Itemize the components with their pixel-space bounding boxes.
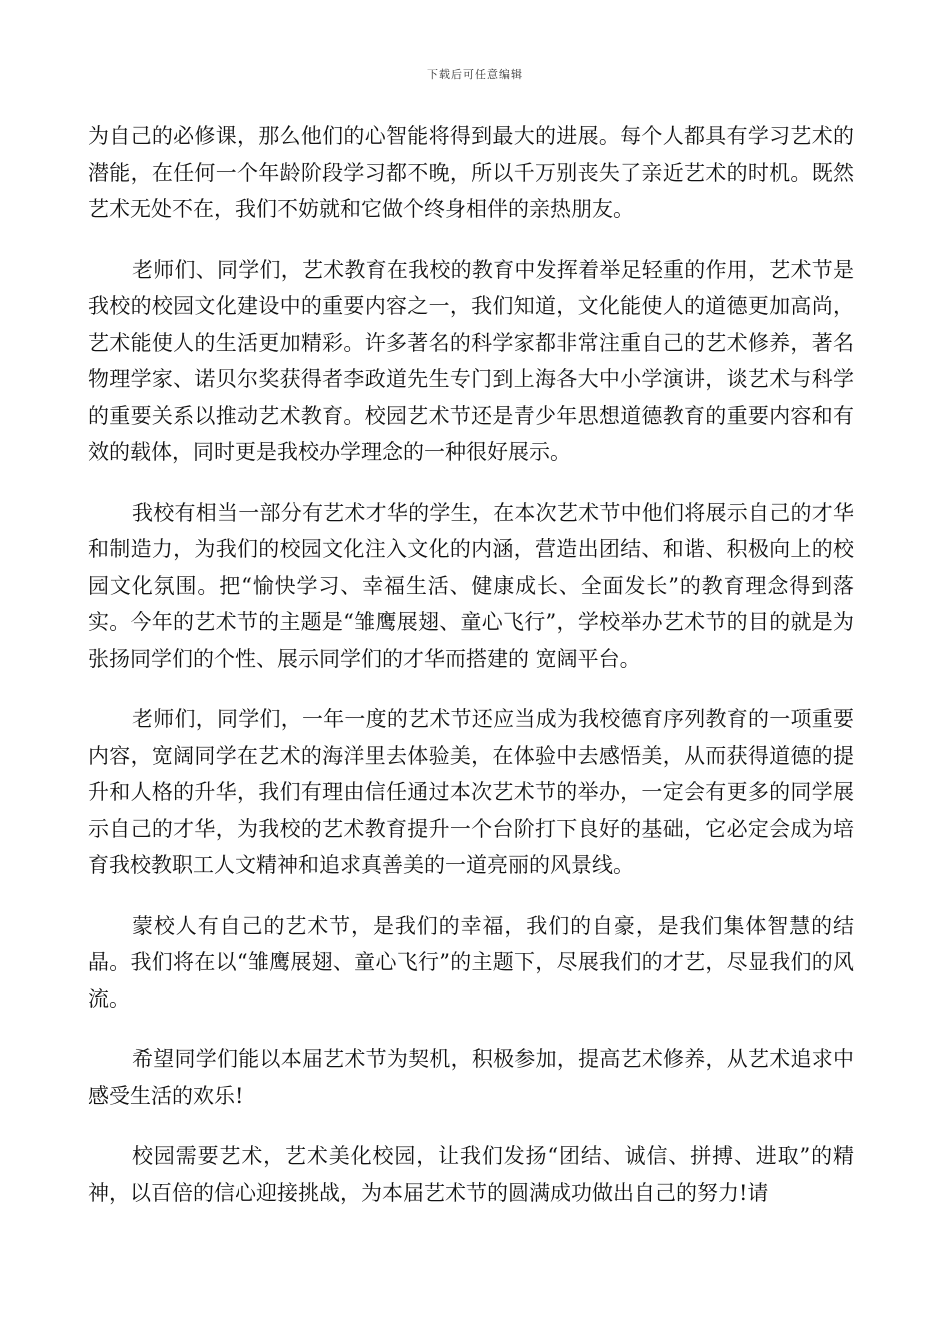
paragraph-4: 老师们，同学们，一年一度的艺术节还应当成为我校德育序列教育的一项重要内容，宽阔同学在艺术的海洋里去体验美，在体验中去感悟美，从而获得道德的提升和人格的升华，我们有理由信任通过本次艺术节的举办，一定会有更多的同学展示自己的才华，为我校的艺术教育提升一个台阶打下良好的基础，它必定会成为培育我校教职工人文精神和追求真善美的一道亮丽的风景线。 (88, 707, 854, 877)
document-body (88, 118, 854, 1235)
paragraph-5: 蒙校人有自己的艺术节，是我们的幸福，我们的自豪，是我们集体智慧的结晶。我们将在以“雏鹰展翅、童心飞行”的主题下，尽展我们的才艺，尽显我们的风流。 (88, 913, 854, 1011)
paragraph-2: 老师们、同学们，艺术教育在我校的教育中发挥着举足轻重的作用，艺术节是我校的校园文化建设中的重要内容之一，我们知道，文化能使人的道德更加高尚，艺术能使人的生活更加精彩。许多著名的科学家都非常注重自己的艺术修养，著名物理学家、诺贝尔奖获得者李政道先生专门到上海各大中小学演讲，谈艺术与科学的重要关系以推动艺术教育。校园艺术节还是青少年思想道德教育的重要内容和有效的载体，同时更是我校办学理念的一种很好展示。 (88, 257, 854, 464)
paragraph-7: 校园需要艺术，艺术美化校园，让我们发扬“团结、诚信、拼搏、进取”的精神，以百倍的信心迎接挑战，为本届艺术节的圆满成功做出自己的努力!请 (88, 1144, 854, 1205)
paragraph-3: 我校有相当一部分有艺术才华的学生，在本次艺术节中他们将展示自己的才华和制造力，为我们的校园文化注入文化的内涵，营造出团结、和谐、积极向上的校园文化氛围。把“愉快学习、幸福生活、健康成长、全面发长”的教育理念得到落实。今年的艺术节的主题是“雏鹰展翅、童心飞行”，学校举办艺术节的目的就是为张扬同学们的个性、展示同学们的才华而搭建的 宽阔平台。 (88, 500, 854, 671)
paragraph-6: 希望同学们能以本届艺术节为契机，积极参加，提高艺术修养，从艺术追求中感受生活的欢乐! (88, 1047, 854, 1108)
paragraph-1: 为自己的必修课，那么他们的心智能将得到最大的进展。每个人都具有学习艺术的潜能，在任何一个年龄阶段学习都不晚，所以千万别丧失了亲近艺术的时机。既然艺术无处不在，我们不妨就和它做个终身相伴的亲热朋友。 (88, 124, 854, 221)
page-header-note: 下载后可任意编辑 (427, 68, 523, 81)
